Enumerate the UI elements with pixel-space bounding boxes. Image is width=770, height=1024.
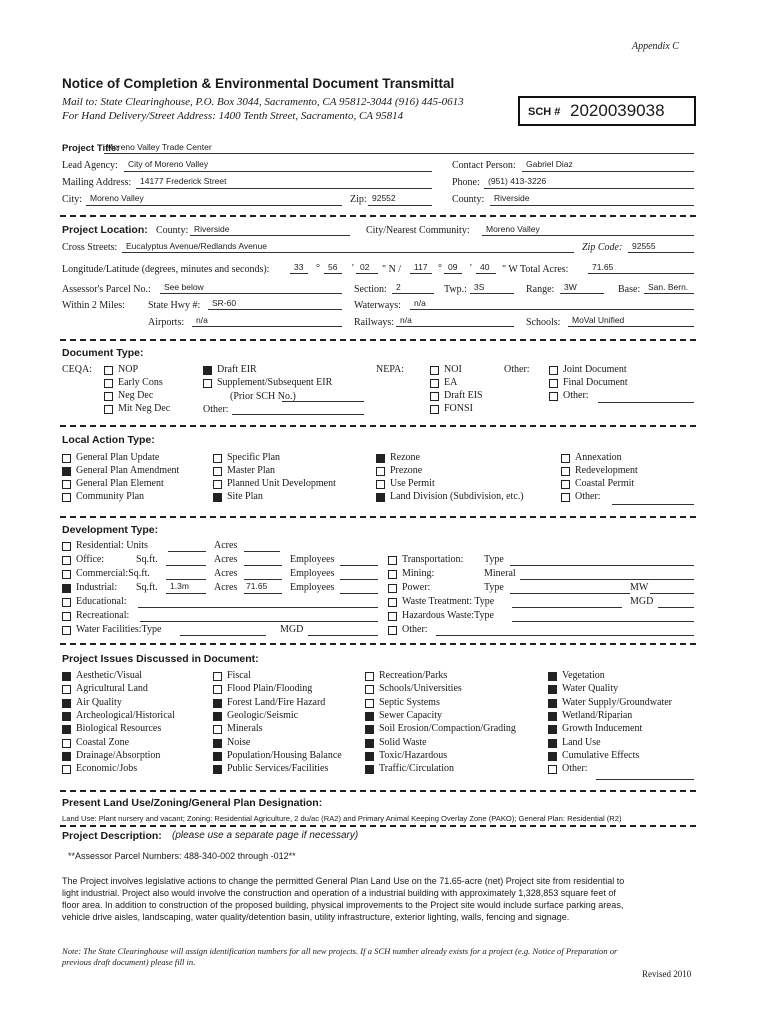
joint-document-checkbox[interactable]	[549, 366, 558, 375]
office-label: Office:	[76, 554, 105, 565]
cumulative-effects-checkbox[interactable]	[548, 752, 557, 761]
draft-eir-checkbox[interactable]	[203, 366, 212, 375]
fonsi-label: FONSI	[444, 403, 473, 414]
mit-neg-dec-checkbox[interactable]	[104, 405, 113, 414]
air-quality-checkbox[interactable]	[62, 699, 71, 708]
phone-label: Phone:	[452, 177, 480, 188]
zip-value[interactable]: 92552	[372, 193, 396, 203]
project-title-value[interactable]: Moreno Valley Trade Center	[106, 142, 212, 152]
noise-label: Noise	[227, 736, 251, 748]
doc-type-heading: Document Type:	[62, 347, 144, 359]
planned-unit-development-label: Planned Unit Development	[227, 478, 336, 489]
contact-label: Contact Person:	[452, 160, 516, 171]
educational-checkbox[interactable]	[62, 598, 71, 607]
noi-checkbox[interactable]	[430, 366, 439, 375]
coastal-zone-label: Coastal Zone	[76, 736, 130, 748]
prezone-label: Prezone	[390, 465, 423, 476]
public-services-facilities-label: Public Services/Facilities	[227, 763, 329, 775]
vegetation-checkbox[interactable]	[548, 672, 557, 681]
general-plan-element-checkbox[interactable]	[62, 480, 71, 489]
public-services-facilities-checkbox[interactable]	[213, 765, 222, 774]
commercial-checkbox[interactable]	[62, 570, 71, 579]
ceqa-other-label: Other:	[203, 404, 229, 415]
general-plan-amendment-checkbox[interactable]	[62, 467, 71, 476]
geologic-seismic-checkbox[interactable]	[213, 712, 222, 721]
hwy-label: State Hwy #:	[148, 300, 201, 311]
coastal-permit-checkbox[interactable]	[561, 480, 570, 489]
industrial-label: Industrial:	[76, 582, 118, 593]
mining-label: Mining:	[402, 568, 435, 579]
county-value[interactable]: Riverside	[494, 193, 530, 203]
rezone-label: Rezone	[390, 452, 420, 463]
draft-eis-label: Draft EIS	[444, 390, 483, 401]
twp-value[interactable]: 3S	[474, 282, 485, 292]
annexation-checkbox[interactable]	[561, 454, 570, 463]
parcel-value[interactable]: See below	[164, 282, 204, 292]
lon-sec[interactable]: 40	[480, 262, 490, 272]
nepa-label: NEPA:	[376, 364, 404, 375]
revised-label: Revised 2010	[642, 969, 692, 979]
general-plan-update-checkbox[interactable]	[62, 454, 71, 463]
hazardous-waste-checkbox[interactable]	[388, 612, 397, 621]
dev-other-checkbox[interactable]	[388, 626, 397, 635]
drainage-absorption-label: Drainage/Absorption	[76, 749, 161, 761]
use-permit-label: Use Permit	[390, 478, 435, 489]
recreation-parks-label: Recreation/Parks	[379, 670, 448, 681]
fiscal-checkbox[interactable]	[213, 672, 222, 681]
description-line-1: The Project involves legislative actions to change the permitted General Plan Land Use on the 71.65-acre (net) Project site from residential to	[62, 876, 625, 886]
nop-checkbox[interactable]	[104, 366, 113, 375]
industrial-acres-value[interactable]: 71.65	[246, 581, 268, 591]
mit-neg-dec-label: Mit Neg Dec	[118, 403, 171, 414]
aesthetic-visual-checkbox[interactable]	[62, 672, 71, 681]
description-line-2: light industrial. Project also would involve the construction and operation of a industrial building with approximately 1,328,853 square feet of	[62, 888, 616, 898]
site-plan-label: Site Plan	[227, 491, 263, 502]
growth-inducement-checkbox[interactable]	[548, 725, 557, 734]
general-plan-element-label: General Plan Element	[76, 478, 164, 489]
divider	[60, 790, 696, 792]
master-plan-label: Master Plan	[227, 465, 276, 476]
divider	[60, 339, 696, 341]
agricultural-land-checkbox[interactable]	[62, 685, 71, 694]
lead-agency-value[interactable]: City of Moreno Valley	[128, 159, 209, 169]
lat-sec[interactable]: 02	[360, 262, 370, 272]
prior-sch-label: (Prior SCH No.)	[230, 391, 296, 402]
agricultural-land-label: Agricultural Land	[76, 683, 148, 695]
wetland-riparian-label: Wetland/Riparian	[562, 709, 633, 721]
city-value[interactable]: Moreno Valley	[90, 193, 144, 203]
traffic-circulation-label: Traffic/Circulation	[379, 763, 454, 775]
minerals-label: Minerals	[227, 723, 263, 735]
water-facilities-checkbox[interactable]	[62, 626, 71, 635]
redevelopment-label: Redevelopment	[575, 465, 638, 476]
range-value[interactable]: 3W	[564, 282, 577, 292]
section-value[interactable]: 2	[396, 282, 401, 292]
office-checkbox[interactable]	[62, 556, 71, 565]
land-use-label: Land Use	[562, 736, 601, 748]
land-use-checkbox[interactable]	[548, 739, 557, 748]
waterways-label: Waterways:	[354, 300, 401, 311]
forest-land-fire-hazard-label: Forest Land/Fire Hazard	[227, 696, 326, 708]
community-plan-checkbox[interactable]	[62, 493, 71, 502]
contact-value[interactable]: Gabriel Diaz	[526, 159, 573, 169]
county-label: County:	[452, 194, 485, 205]
railways-value[interactable]: n/a	[400, 315, 412, 325]
project-title-label: Project Title:	[62, 143, 120, 154]
description-line-4: vehicle drive aisles, landscaping, water quality/detention basin, utility infrastructure, exterior lighting, walls, fencing and signage.	[62, 912, 570, 922]
neg-dec-label: Neg Dec	[118, 390, 154, 401]
water-facilities-label: Water Facilities:Type	[76, 624, 162, 635]
population-housing-balance-label: Population/Housing Balance	[227, 749, 342, 761]
septic-systems-label: Septic Systems	[379, 696, 440, 708]
septic-systems-checkbox[interactable]	[365, 699, 374, 708]
use-permit-checkbox[interactable]	[376, 480, 385, 489]
land-division-subdivision-etc-checkbox[interactable]	[376, 493, 385, 502]
sewer-capacity-label: Sewer Capacity	[379, 709, 443, 721]
airports-label: Airports:	[148, 317, 185, 328]
power-checkbox[interactable]	[388, 584, 397, 593]
divider	[60, 516, 696, 518]
footer-note-2: previous draft document) please fill in.	[62, 957, 196, 967]
joint-document-label: Joint Document	[563, 364, 627, 375]
draft-eir-label: Draft EIR	[217, 364, 257, 375]
biological-resources-checkbox[interactable]	[62, 725, 71, 734]
water-quality-label: Water Quality	[562, 683, 619, 695]
base-value[interactable]: San. Bern.	[648, 282, 689, 292]
sch-number: 2020039038	[570, 101, 665, 120]
fiscal-label: Fiscal	[227, 670, 251, 681]
base-label: Base:	[618, 284, 641, 295]
transportation-checkbox[interactable]	[388, 556, 397, 565]
hazardous-waste-label: Hazardous Waste:Type	[402, 610, 494, 621]
economic-jobs-label: Economic/Jobs	[76, 763, 138, 775]
other-label: Other:	[563, 390, 589, 401]
schools-universities-label: Schools/Universities	[379, 683, 462, 695]
archeological-historical-checkbox[interactable]	[62, 712, 71, 721]
cross-streets-value[interactable]: Eucalyptus Avenue/Redlands Avenue	[126, 241, 267, 251]
economic-jobs-checkbox[interactable]	[62, 765, 71, 774]
early-cons-label: Early Cons	[118, 377, 163, 388]
waterways-value[interactable]: n/a	[414, 298, 426, 308]
sch-label: SCH #	[528, 106, 561, 118]
growth-inducement-label: Growth Inducement	[562, 723, 643, 735]
land-use-heading: Present Land Use/Zoning/General Plan Designation:	[62, 797, 323, 809]
city-label: City:	[62, 194, 83, 205]
site-plan-checkbox[interactable]	[213, 493, 222, 502]
location-label: Project Location:	[62, 224, 148, 236]
early-cons-checkbox[interactable]	[104, 379, 113, 388]
zip-label: Zip:	[350, 194, 367, 205]
vegetation-label: Vegetation	[562, 670, 605, 681]
parcel-label: Assessor's Parcel No.:	[62, 284, 151, 295]
residential-label: Residential: Units	[76, 540, 148, 551]
description-note: (please use a separate page if necessary)	[172, 830, 359, 841]
mining-checkbox[interactable]	[388, 570, 397, 579]
divider	[60, 215, 696, 217]
residential-checkbox[interactable]	[62, 542, 71, 551]
lat-min[interactable]: 56	[328, 262, 338, 272]
specific-plan-checkbox[interactable]	[213, 454, 222, 463]
issues-heading: Project Issues Discussed in Document:	[62, 653, 259, 665]
other-checkbox[interactable]	[548, 765, 557, 774]
power-label: Power:	[402, 582, 431, 593]
page-title: Notice of Completion & Environmental Document Transmittal	[62, 76, 455, 91]
prezone-checkbox[interactable]	[376, 467, 385, 476]
toxic-hazardous-checkbox[interactable]	[365, 752, 374, 761]
supplement-subsequent-eir-checkbox[interactable]	[203, 379, 212, 388]
supplement-subsequent-eir-label: Supplement/Subsequent EIR	[217, 377, 333, 388]
hwy-value[interactable]: SR-60	[212, 298, 237, 308]
neg-dec-checkbox[interactable]	[104, 392, 113, 401]
section-label: Section:	[354, 284, 387, 295]
minerals-checkbox[interactable]	[213, 725, 222, 734]
land-division-subdivision-etc-label: Land Division (Subdivision, etc.)	[390, 491, 524, 502]
lead-agency-label: Lead Agency:	[62, 160, 118, 171]
solid-waste-checkbox[interactable]	[365, 739, 374, 748]
ceqa-label: CEQA:	[62, 364, 92, 375]
community-label: City/Nearest Community:	[366, 225, 470, 236]
wetland-riparian-checkbox[interactable]	[548, 712, 557, 721]
parcel-numbers: **Assessor Parcel Numbers: 488-340-002 through -012**	[68, 851, 296, 861]
community-value[interactable]: Moreno Valley	[486, 224, 540, 234]
range-label: Range:	[526, 284, 555, 295]
lon-min[interactable]: 09	[448, 262, 458, 272]
recreational-checkbox[interactable]	[62, 612, 71, 621]
industrial-checkbox[interactable]	[62, 584, 71, 593]
noi-label: NOI	[444, 364, 462, 375]
lon-deg[interactable]: 117	[414, 262, 428, 272]
annexation-label: Annexation	[575, 452, 622, 463]
cross-streets-label: Cross Streets:	[62, 242, 118, 253]
redevelopment-checkbox[interactable]	[561, 467, 570, 476]
educational-label: Educational:	[76, 596, 127, 607]
commercial-label: Commercial:Sq.ft.	[76, 568, 150, 579]
other-doc-label: Other:	[504, 364, 530, 375]
planned-unit-development-checkbox[interactable]	[213, 480, 222, 489]
hand-delivery: For Hand Delivery/Street Address: 1400 Tenth Street, Sacramento, CA 95814	[62, 110, 404, 122]
dev-other-label: Other:	[402, 624, 428, 635]
draft-eis-checkbox[interactable]	[430, 392, 439, 401]
footer-note-1: Note: The State Clearinghouse will assign identification numbers for all new projects. If a SCH number already exists for a project (e.g. Notice of Preparation or	[62, 946, 618, 956]
fonsi-checkbox[interactable]	[430, 405, 439, 414]
sewer-capacity-checkbox[interactable]	[365, 712, 374, 721]
recreational-label: Recreational:	[76, 610, 130, 621]
waste-treatment-label: Waste Treatment: Type	[402, 596, 495, 607]
noise-checkbox[interactable]	[213, 739, 222, 748]
soil-erosion-compaction-grading-checkbox[interactable]	[365, 725, 374, 734]
land-use-text: Land Use: Plant nursery and vacant; Zoning: Residential Agriculture, 2 du/ac (RA2) and Primary Animal Keeping Overlay Zone (PAKO); General Plan: Residential (R2)	[62, 814, 622, 823]
location-county-value[interactable]: Riverside	[194, 224, 230, 234]
ea-label: EA	[444, 377, 458, 388]
transportation-label: Transportation:	[402, 554, 464, 565]
divider	[60, 643, 696, 645]
location-county-label: County:	[156, 225, 189, 236]
waste-treatment-checkbox[interactable]	[388, 598, 397, 607]
divider	[60, 825, 696, 827]
other-label: Other:	[562, 763, 588, 775]
flood-plain-flooding-checkbox[interactable]	[213, 685, 222, 694]
airports-value[interactable]: n/a	[196, 315, 208, 325]
schools-universities-checkbox[interactable]	[365, 685, 374, 694]
ea-checkbox[interactable]	[430, 379, 439, 388]
soil-erosion-compaction-grading-label: Soil Erosion/Compaction/Grading	[379, 723, 516, 735]
within-label: Within 2 Miles:	[62, 300, 125, 311]
development-heading: Development Type:	[62, 524, 159, 536]
nop-label: NOP	[118, 364, 139, 375]
twp-label: Twp.:	[444, 284, 467, 295]
phone-value[interactable]: (951) 413-3226	[488, 176, 547, 186]
general-plan-amendment-label: General Plan Amendment	[76, 465, 180, 476]
other-checkbox[interactable]	[549, 392, 558, 401]
recreation-parks-checkbox[interactable]	[365, 672, 374, 681]
traffic-circulation-checkbox[interactable]	[365, 765, 374, 774]
final-document-checkbox[interactable]	[549, 379, 558, 388]
final-document-label: Final Document	[563, 377, 628, 388]
drainage-absorption-checkbox[interactable]	[62, 752, 71, 761]
other-checkbox[interactable]	[561, 493, 570, 502]
archeological-historical-label: Archeological/Historical	[76, 709, 175, 721]
latlon-label: Longitude/Latitude (degrees, minutes and seconds):	[62, 264, 270, 275]
mailing-label: Mailing Address:	[62, 177, 132, 188]
loc-zip-label: Zip Code:	[582, 242, 623, 253]
forest-land-fire-hazard-checkbox[interactable]	[213, 699, 222, 708]
water-supply-groundwater-label: Water Supply/Groundwater	[562, 696, 672, 708]
aesthetic-visual-label: Aesthetic/Visual	[76, 670, 143, 681]
industrial-sqft-value[interactable]: 1.3m	[170, 581, 189, 591]
other-label: Other:	[575, 491, 601, 502]
cumulative-effects-label: Cumulative Effects	[562, 749, 640, 761]
community-plan-label: Community Plan	[76, 491, 145, 502]
biological-resources-label: Biological Resources	[76, 723, 162, 735]
solid-waste-label: Solid Waste	[379, 736, 427, 748]
local-action-heading: Local Action Type:	[62, 434, 155, 446]
general-plan-update-label: General Plan Update	[76, 452, 160, 463]
toxic-hazardous-label: Toxic/Hazardous	[379, 749, 448, 761]
air-quality-label: Air Quality	[76, 696, 122, 708]
railways-label: Railways:	[354, 317, 394, 328]
description-heading: Project Description:	[62, 830, 162, 842]
total-acres[interactable]: 71.65	[592, 262, 614, 272]
description-line-3: floor area. In addition to construction of the proposed building, physical improvements to the Project site would include surface parking areas,	[62, 900, 624, 910]
master-plan-checkbox[interactable]	[213, 467, 222, 476]
mail-to: Mail to: State Clearinghouse, P.O. Box 3044, Sacramento, CA 95812-3044 (916) 445-0613	[62, 96, 464, 108]
water-supply-groundwater-checkbox[interactable]	[548, 699, 557, 708]
geologic-seismic-label: Geologic/Seismic	[227, 709, 299, 721]
appendix-label: Appendix C	[632, 41, 679, 52]
mailing-value[interactable]: 14177 Frederick Street	[140, 176, 227, 186]
coastal-zone-checkbox[interactable]	[62, 739, 71, 748]
loc-zip-value[interactable]: 92555	[632, 241, 656, 251]
flood-plain-flooding-label: Flood Plain/Flooding	[227, 683, 313, 695]
lat-deg[interactable]: 33	[294, 262, 304, 272]
water-quality-checkbox[interactable]	[548, 685, 557, 694]
sch-box	[518, 96, 696, 126]
specific-plan-label: Specific Plan	[227, 452, 281, 463]
schools-label: Schools:	[526, 317, 561, 328]
population-housing-balance-checkbox[interactable]	[213, 752, 222, 761]
divider	[60, 425, 696, 427]
coastal-permit-label: Coastal Permit	[575, 478, 635, 489]
schools-value[interactable]: MoVal Unified	[572, 315, 625, 325]
rezone-checkbox[interactable]	[376, 454, 385, 463]
